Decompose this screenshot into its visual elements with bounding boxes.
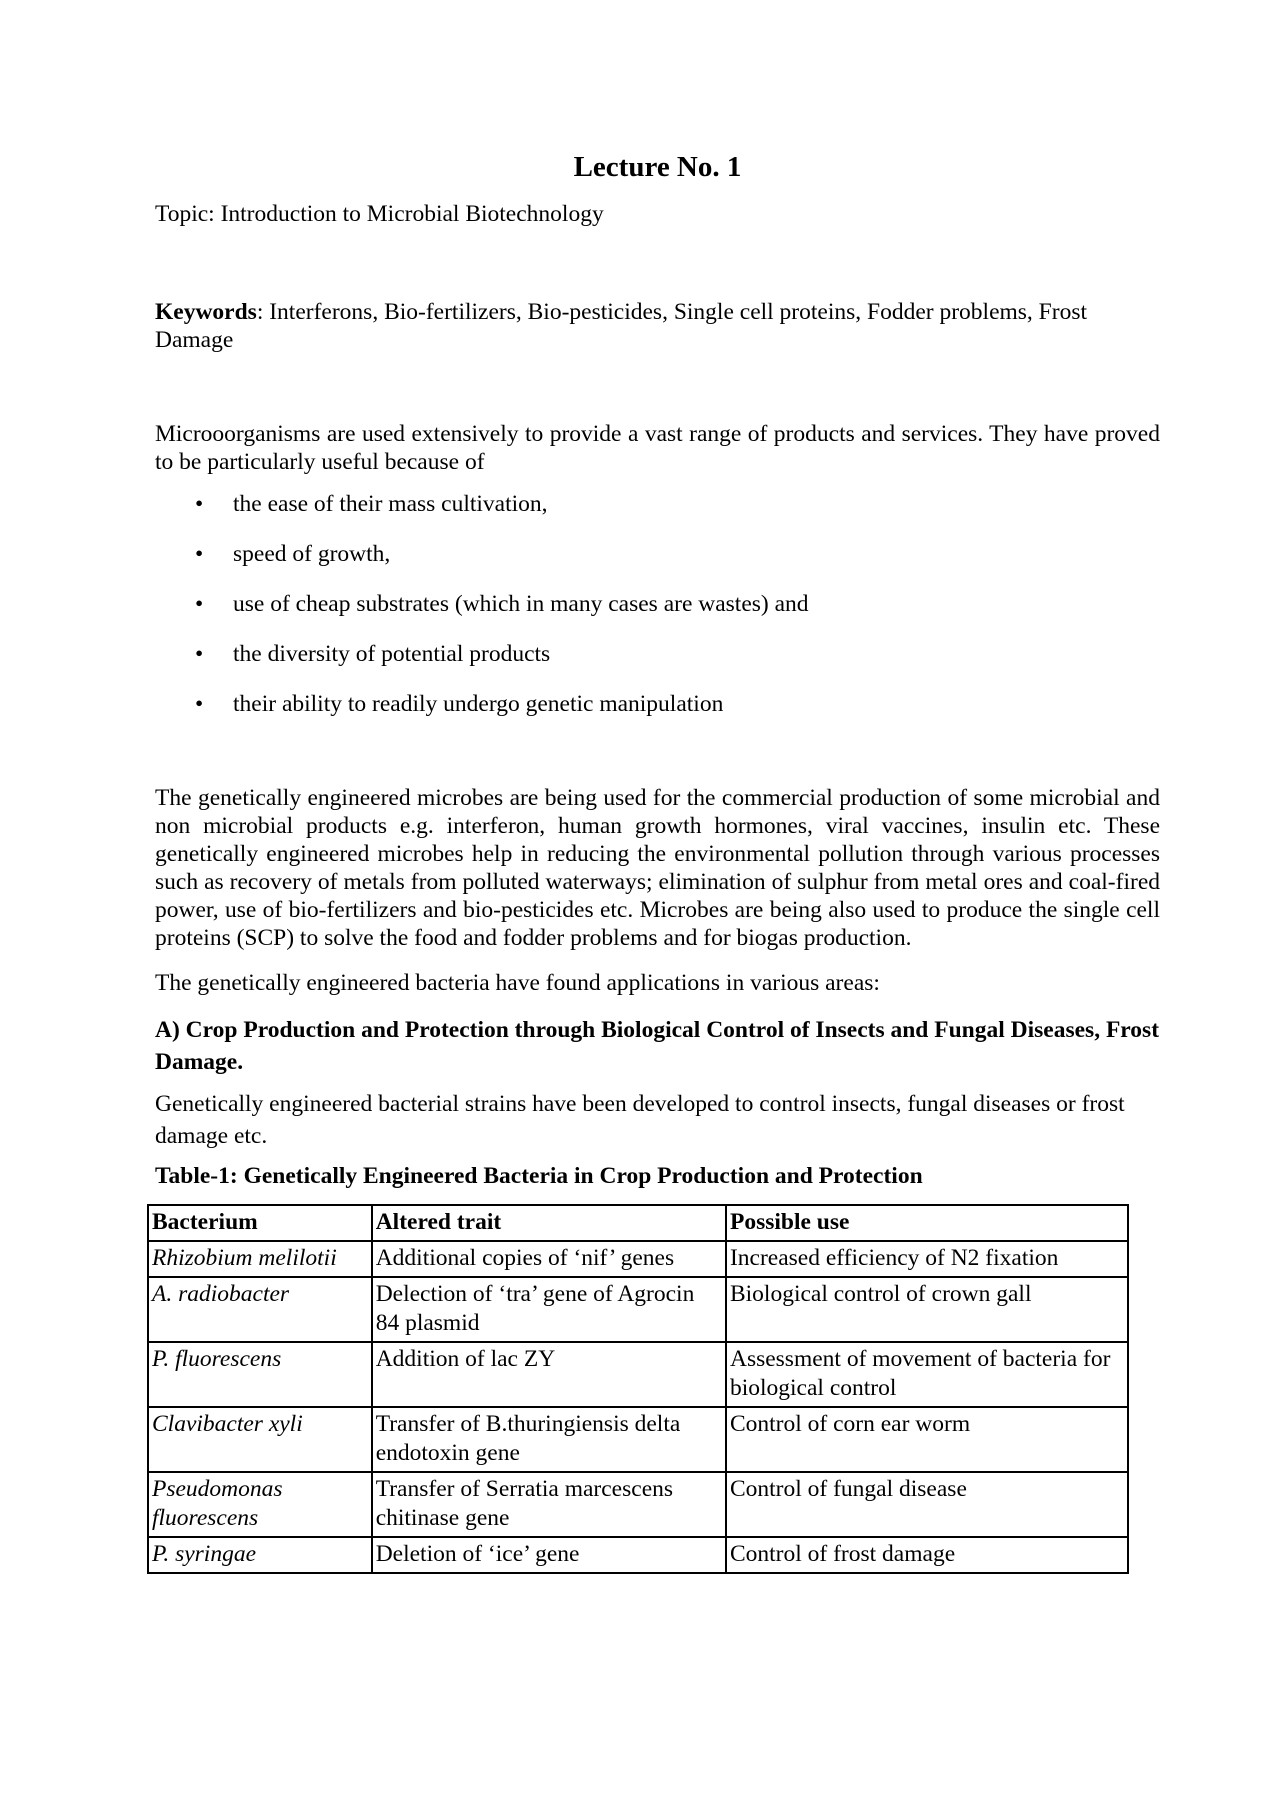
table-header-row: [148, 1205, 1128, 1241]
bullet-icon: •: [195, 541, 204, 567]
cell-bacterium: P. fluorescens: [148, 1342, 372, 1407]
list-item: [155, 590, 1160, 618]
list-item-text: speed of growth,: [233, 541, 391, 567]
keywords-line: [155, 298, 1160, 354]
cell-bacterium: A. radiobacter: [148, 1277, 372, 1342]
list-item: [155, 540, 1160, 568]
cell-possible-use: Control of fungal disease: [726, 1472, 1128, 1537]
table-caption: Table-1: Genetically Engineered Bacteria in Crop Production and Protection: [155, 1163, 923, 1189]
cell-bacterium: Clavibacter xyli: [148, 1407, 372, 1472]
cell-bacterium: P. syringae: [148, 1537, 372, 1573]
lecture-title: Lecture No. 1: [573, 151, 742, 183]
table-row: [148, 1277, 1128, 1342]
cell-bacterium: Pseudomonas fluorescens: [148, 1472, 372, 1537]
list-item: [155, 690, 1160, 718]
cell-possible-use: Biological control of crown gall: [726, 1277, 1128, 1342]
section-a-paragraph: Genetically engineered bacterial strains have been developed to control insects, fungal diseases or frost damage etc.: [155, 1091, 1125, 1149]
cell-possible-use: Assessment of movement of bacteria for biological control: [726, 1342, 1128, 1407]
bullet-icon: •: [195, 691, 204, 717]
section-a-heading: A) Crop Production and Protection through Biological Control of Insects and Fungal Diseases, Frost Damage.: [155, 1017, 1160, 1075]
cell-altered-trait: Delection of ‘tra’ gene of Agrocin 84 plasmid: [372, 1277, 726, 1342]
keywords-label: Keywords: [155, 299, 257, 325]
list-item-text: the ease of their mass cultivation,: [233, 491, 548, 517]
cell-altered-trait: Deletion of ‘ice’ gene: [372, 1537, 726, 1573]
column-header-altered-trait: Altered trait: [372, 1205, 726, 1241]
bacteria-table: [147, 1204, 1129, 1574]
table-row: [148, 1342, 1128, 1407]
cell-altered-trait: Transfer of Serratia marcescens chitinase gene: [372, 1472, 726, 1537]
keywords-text: : Interferons, Bio-fertilizers, Bio-pesticides, Single cell proteins, Fodder problems, Frost Damage: [155, 299, 1087, 353]
cell-possible-use: Control of corn ear worm: [726, 1407, 1128, 1472]
bullet-icon: •: [195, 641, 204, 667]
cell-altered-trait: Addition of lac ZY: [372, 1342, 726, 1407]
body-paragraph-engineered-microbes: The genetically engineered microbes are being used for the commercial production of some microbial and non microbial products e.g. interferon, human growth hormones, viral vaccines, insulin etc. These genetically engineered microbes help in reducing the environmental pollution through various processes such as recovery of metals from polluted waterways; elimination of sulphur from metal ores and coal-fired power, use of bio-fertilizers and bio-pesticides etc. Microbes are being also used to produce the single cell proteins (SCP) to solve the food and fodder problems and for biogas production.: [155, 785, 1160, 951]
cell-altered-trait: Transfer of B.thuringiensis delta endotoxin gene: [372, 1407, 726, 1472]
body-paragraph-applications: The genetically engineered bacteria have found applications in various areas:: [155, 970, 880, 996]
document-page: [152, 150, 1160, 1574]
column-header-bacterium: Bacterium: [148, 1205, 372, 1241]
cell-altered-trait: Additional copies of ‘nif’ genes: [372, 1241, 726, 1277]
advantages-list: [155, 490, 1160, 718]
cell-bacterium: Rhizobium melilotii: [148, 1241, 372, 1277]
bullet-icon: •: [195, 591, 204, 617]
list-item-text: their ability to readily undergo genetic manipulation: [233, 691, 724, 717]
list-item: [155, 640, 1160, 668]
table-row: [148, 1472, 1128, 1537]
bullet-icon: •: [195, 491, 204, 517]
cell-possible-use: Control of frost damage: [726, 1537, 1128, 1573]
list-item: [155, 490, 1160, 518]
cell-possible-use: Increased efficiency of N2 fixation: [726, 1241, 1128, 1277]
column-header-possible-use: Possible use: [726, 1205, 1128, 1241]
lecture-topic: Topic: Introduction to Microbial Biotechnology: [155, 201, 604, 227]
table-row: [148, 1241, 1128, 1277]
table-row: [148, 1407, 1128, 1472]
table-row: [148, 1537, 1128, 1573]
list-item-text: the diversity of potential products: [233, 641, 551, 667]
list-item-text: use of cheap substrates (which in many cases are wastes) and: [233, 591, 809, 617]
intro-paragraph: Microoorganisms are used extensively to provide a vast range of products and services. They have proved to be particularly useful because of: [155, 421, 1160, 475]
